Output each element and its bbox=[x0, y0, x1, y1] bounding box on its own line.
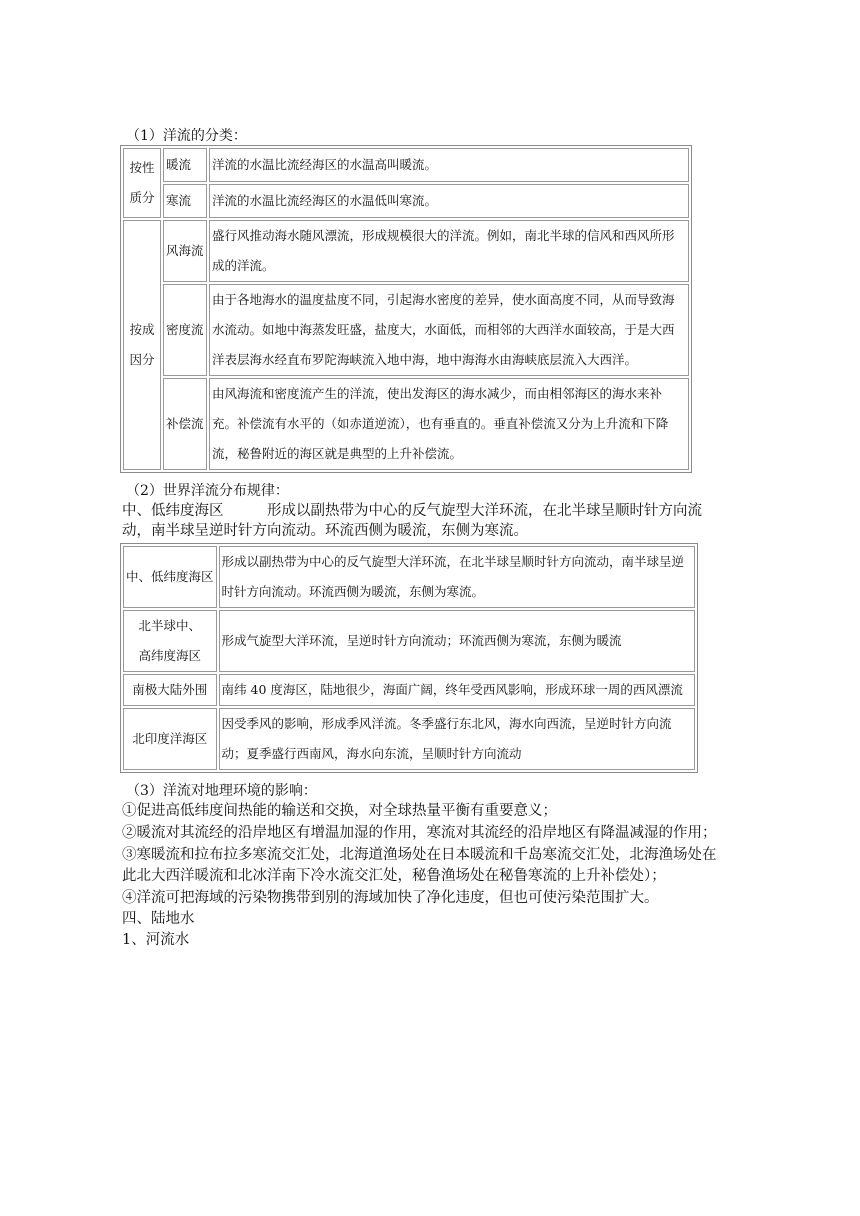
section-4-subheading: 1、河流水 bbox=[122, 932, 190, 948]
cold-current-label: 寒流 bbox=[163, 184, 207, 218]
table-row bbox=[123, 148, 689, 182]
region-north-mid-high-latitude: 北半球中、 高纬度海区 bbox=[123, 610, 217, 672]
section-3-title: （3）洋流对地理环境的影响： bbox=[126, 783, 317, 799]
impact-item-1: ①促进高低纬度间热能的输送和交换，对全球热量平衡有重要意义； bbox=[122, 803, 557, 819]
group-by-nature: 按性 质分 bbox=[123, 148, 161, 218]
section-2-paragraph-line-2: 动，南半球呈逆时针方向流动。环流西侧为暖流，东侧为寒流。 bbox=[122, 523, 528, 539]
table-row bbox=[123, 378, 689, 470]
current-distribution-table bbox=[120, 543, 698, 773]
wind-current-label: 风海流 bbox=[163, 220, 207, 282]
section-4-heading: 四、陆地水 bbox=[122, 911, 195, 927]
impact-item-3: ③寒暖流和拉布拉多寒流交汇处，北海道渔场处在日本暖流和千岛寒流交汇处，北海渔场处在 bbox=[122, 847, 717, 863]
region-antarctic-periphery: 南极大陆外围 bbox=[123, 674, 217, 706]
table-row bbox=[123, 708, 695, 770]
density-current-desc: 由于各地海水的温度盐度不同，引起海水密度的差异，使水面高度不同，从而导致海水流动。如地中海蒸发旺盛，盐度大，水面低，而相邻的大西洋水面较高，于是大西洋表层海水经直布罗陀海峡流入地中海，地中海海水由海峡底层流入大西洋。 bbox=[209, 284, 689, 376]
impact-item-3-cont: 此北大西洋暖流和北冰洋南下冷水流交汇处，秘鲁渔场处在秘鲁寒流的上升补偿处）； bbox=[122, 868, 666, 884]
warm-current-desc: 洋流的水温比流经海区的水温高叫暖流。 bbox=[209, 148, 689, 182]
table-row bbox=[123, 610, 695, 672]
compensation-current-desc: 由风海流和密度流产生的洋流，使出发海区的海水减少，而由相邻海区的海水来补充。补偿流有水平的（如赤道逆流），也有垂直的。垂直补偿流又分为上升流和下降流，秘鲁附近的海区就是典型的上升补偿流。 bbox=[209, 378, 689, 470]
table-row bbox=[123, 674, 695, 706]
region-low-mid-latitude: 中、低纬度海区 bbox=[123, 546, 217, 608]
table-row bbox=[123, 284, 689, 376]
region-north-indian-ocean-desc: 因受季风的影响，形成季风洋流。冬季盛行东北风，海水向西流，呈逆时针方向流动；夏季盛行西南风，海水向东流，呈顺时针方向流动 bbox=[219, 708, 695, 770]
warm-current-label: 暖流 bbox=[163, 148, 207, 182]
compensation-current-label: 补偿流 bbox=[163, 378, 207, 470]
impact-item-4: ④洋流可把海域的污染物携带到别的海域加快了净化违度，但也可使污染范围扩大。 bbox=[122, 890, 659, 906]
current-classification-table bbox=[120, 145, 692, 473]
table-row bbox=[123, 184, 689, 218]
section-1-title: （1）洋流的分类： bbox=[126, 128, 247, 144]
table-row bbox=[123, 220, 689, 282]
region-north-mid-high-latitude-desc: 形成气旋型大洋环流，呈逆时针方向流动；环流西侧为寒流，东侧为暖流 bbox=[219, 610, 695, 672]
group-by-cause: 按成 因分 bbox=[123, 220, 161, 470]
wind-current-desc: 盛行风推动海水随风漂流，形成规模很大的洋流。例如，南北半球的信风和西风所形成的洋流。 bbox=[209, 220, 689, 282]
impact-item-2: ②暖流对其流经的沿岸地区有增温加湿的作用，寒流对其流经的沿岸地区有降温减湿的作用； bbox=[122, 825, 717, 841]
section-2-paragraph-line-1: 中、低纬度海区 形成以副热带为中心的反气旋型大洋环流，在北半球呈顺时针方向流 bbox=[122, 503, 702, 519]
table-row bbox=[123, 546, 695, 608]
region-low-mid-latitude-desc: 形成以副热带为中心的反气旋型大洋环流，在北半球呈顺时针方向流动，南半球呈逆时针方向流动。环流西侧为暖流，东侧为寒流。 bbox=[219, 546, 695, 608]
region-north-indian-ocean: 北印度洋海区 bbox=[123, 708, 217, 770]
region-antarctic-periphery-desc: 南纬 40 度海区，陆地很少，海面广阔，终年受西风影响，形成环球一周的西风漂流 bbox=[219, 674, 695, 706]
cold-current-desc: 洋流的水温比流经海区的水温低叫寒流。 bbox=[209, 184, 689, 218]
density-current-label: 密度流 bbox=[163, 284, 207, 376]
section-2-title: （2）世界洋流分布规律： bbox=[126, 483, 289, 499]
